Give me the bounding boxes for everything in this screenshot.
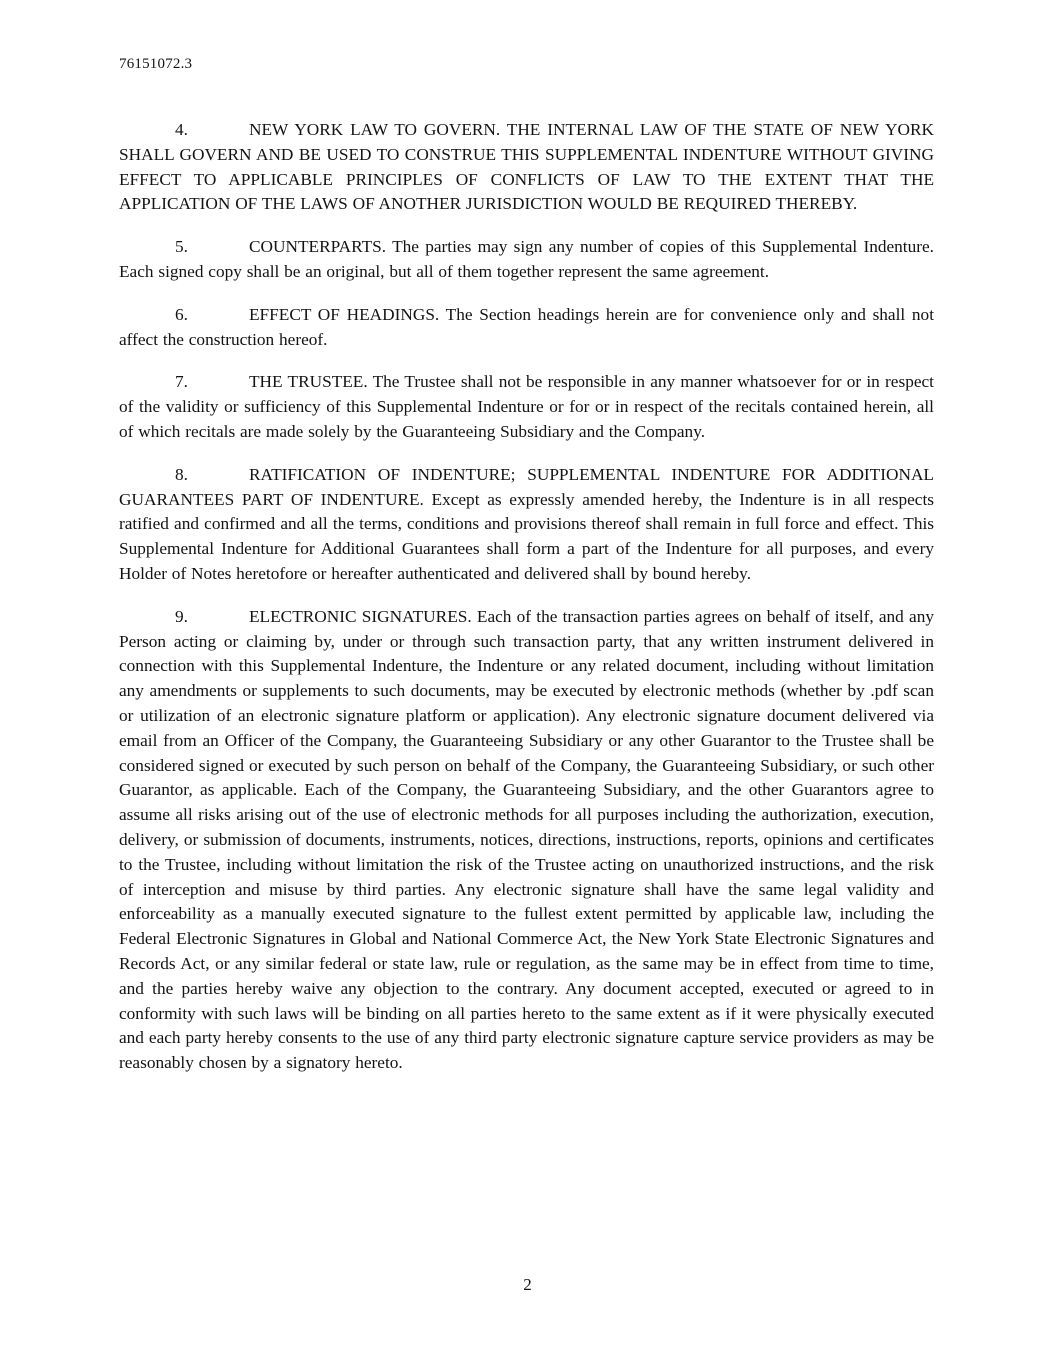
paragraph-9-electronic-signatures — [119, 605, 934, 1076]
document-body — [119, 118, 934, 1076]
paragraph-6-number: 6. — [175, 304, 188, 324]
paragraph-8-ratification-of-indenture — [119, 463, 934, 587]
paragraph-5-text: COUNTERPARTS. The parties may sign any number of copies of this Supplemental Indenture. Each signed copy shall be an original, but all of them together represent the same agreement. — [119, 237, 934, 281]
paragraph-7-number: 7. — [175, 372, 188, 392]
paragraph-4-new-york-law — [119, 118, 934, 217]
paragraph-7-the-trustee — [119, 370, 934, 444]
paragraph-8-text: RATIFICATION OF INDENTURE; SUPPLEMENTAL INDENTURE FOR ADDITIONAL GUARANTEES PART OF INDENTURE. Except as expressly amended hereby, the Indenture is in all respects ratified and confirmed and all the terms, conditions and provisions thereof shall remain in full force and effect. This Supplemental Indenture for Additional Guarantees shall form a part of the Indenture for all purposes, and every Holder of Notes heretofore or hereafter authenticated and delivered shall by bound hereby. — [119, 464, 934, 583]
paragraph-7-text: THE TRUSTEE. The Trustee shall not be responsible in any manner whatsoever for or in respect of the validity or sufficiency of this Supplemental Indenture or for or in respect of the recitals contained herein, all of which recitals are made solely by the Guaranteeing Subsidiary and the Company. — [119, 372, 934, 441]
paragraph-9-text: ELECTRONIC SIGNATURES. Each of the transaction parties agrees on behalf of itself, and any Person acting or claiming by, under or through such transaction party, that any written instrument delivered in connection with this Supplemental Indenture, the Indenture or any related document, including without limitation any amendments or supplements to such documents, may be executed by electronic methods (whether by .pdf scan or utilization of an electronic signature platform or application). Any electronic signature document delivered via email from an Officer of the Company, the Guaranteeing Subsidiary or any other Guarantor to the Trustee shall be considered signed or executed by such person on behalf of the Company, the Guaranteeing Subsidiary, or such other Guarantor, as applicable. Each of the Company, the Guaranteeing Subsidiary, and the other Guarantors agree to assume all risks arising out of the use of electronic methods for all purposes including the authorization, execution, delivery, or submission of documents, instruments, notices, directions, instructions, reports, opinions and certificates to the Trustee, including without limitation the risk of the Trustee acting on unauthorized instructions, and the risk of interception and misuse by third parties. Any electronic signature shall have the same legal validity and enforceability as a manually executed signature to the fullest extent permitted by applicable law, including the Federal Electronic Signatures in Global and National Commerce Act, the New York State Electronic Signatures and Records Act, or any similar federal or state law, rule or regulation, as the same may be in effect from time to time, and the parties hereby waive any objection to the contrary. Any document accepted, executed or agreed to in conformity with such laws will be binding on all parties hereto to the same extent as if it were physically executed and each party hereby consents to the use of any third party electronic signature capture service providers as may be reasonably chosen by a signatory hereto. — [119, 606, 934, 1073]
paragraph-9-number: 9. — [175, 606, 188, 626]
document-id-number: 76151072.3 — [119, 56, 193, 72]
paragraph-5-number: 5. — [175, 237, 188, 257]
paragraph-6-text: EFFECT OF HEADINGS. The Section headings herein are for convenience only and shall not affect the construction hereof. — [119, 304, 934, 349]
paragraph-6-effect-of-headings — [119, 303, 934, 353]
paragraph-4-number: 4. — [175, 120, 188, 139]
paragraph-5-counterparts — [119, 235, 934, 285]
paragraph-8-number: 8. — [175, 464, 188, 484]
page-number: 2 — [523, 1275, 532, 1294]
paragraph-4-text: NEW YORK LAW TO GOVERN. THE INTERNAL LAW OF THE STATE OF NEW YORK SHALL GOVERN AND BE USED TO CONSTRUE THIS SUPPLEMENTAL INDENTURE WITHOUT GIVING EFFECT TO APPLICABLE PRINCIPLES OF CONFLICTS OF LAW TO THE EXTENT THAT THE APPLICATION OF THE LAWS OF ANOTHER JURISDICTION WOULD BE REQUIRED THEREBY. — [119, 120, 934, 214]
